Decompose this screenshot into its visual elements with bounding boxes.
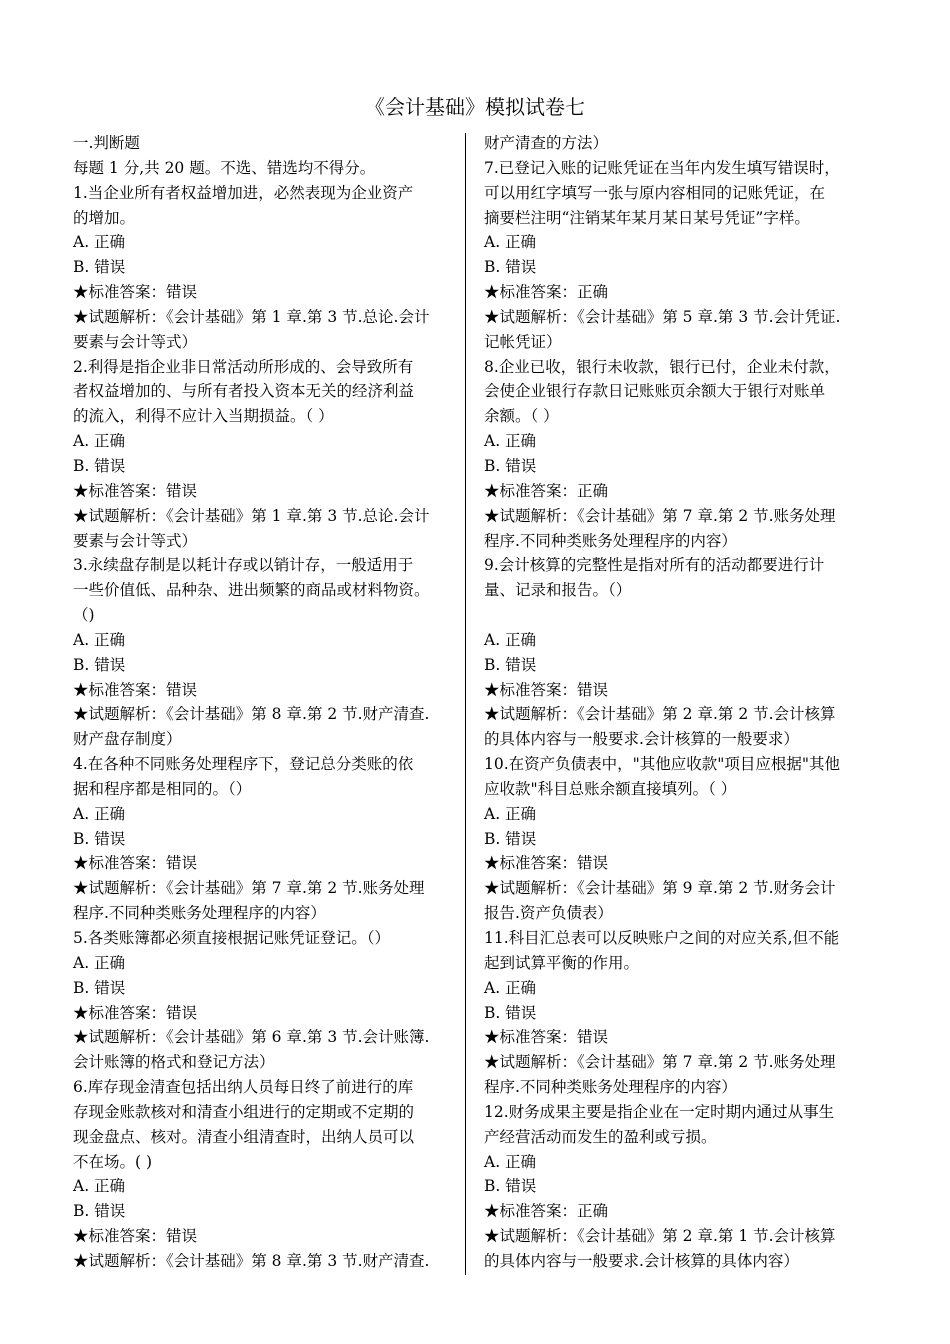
text-line: 的具体内容与一般要求.会计核算的一般要求） xyxy=(484,730,799,749)
text-line: 1.当企业所有者权益增加进，必然表现为企业资产 xyxy=(73,183,414,202)
text-line: ★试题解析：《会计基础》第 1 章.第 3 节.总论.会计 xyxy=(73,506,430,525)
text-line: ★试题解析：《会计基础》第 1 章.第 3 节.总论.会计 xyxy=(73,307,430,326)
text-line: B. 错误 xyxy=(73,1202,126,1221)
text-line: 程序.不同种类账务处理程序的内容） xyxy=(484,1078,737,1097)
text-line: A. 正确 xyxy=(73,233,126,252)
text-line: B. 错误 xyxy=(73,258,126,277)
text-line: 财产盘存制度） xyxy=(73,730,182,749)
text-line: 摘要栏注明“注销某年某月某日某号凭证”字样。 xyxy=(484,208,810,227)
text-line: ★试题解析：《会计基础》第 7 章.第 2 节.账务处理 xyxy=(484,506,836,525)
text-line: A. 正确 xyxy=(484,233,537,252)
text-line: ★标准答案：正确 xyxy=(484,283,609,302)
text-line: ★标准答案：错误 xyxy=(73,1003,198,1022)
text-line: 的流入，利得不应计入当期损益。（ ） xyxy=(73,407,334,426)
column-divider xyxy=(465,133,466,1275)
text-line: 报告.资产负债表） xyxy=(484,904,613,923)
text-line: 4.在各种不同账务处理程序下，登记总分类账的依 xyxy=(73,755,414,774)
text-line: B. 错误 xyxy=(73,829,126,848)
text-line: B. 错误 xyxy=(484,258,537,277)
text-line: ★试题解析：《会计基础》第 8 章.第 3 节.财产清查. xyxy=(73,1251,430,1270)
text-line: B. 错误 xyxy=(73,655,126,674)
text-line: 9.会计核算的完整性是指对所有的活动都要进行计 xyxy=(484,556,825,575)
text-line: 会计账簿的格式和登记方法） xyxy=(73,1053,275,1072)
text-line: A. 正确 xyxy=(484,978,537,997)
text-line: ★标准答案：错误 xyxy=(73,680,198,699)
text-line: B. 错误 xyxy=(484,1003,537,1022)
text-line: ★试题解析：《会计基础》第 8 章.第 2 节.财产清查. xyxy=(73,705,430,724)
text-line: ★试题解析：《会计基础》第 9 章.第 2 节.财务会计 xyxy=(484,879,836,898)
text-line: 5.各类账簿都必须直接根据记账凭证登记。（） xyxy=(73,929,391,947)
text-line: A. 正确 xyxy=(484,1152,537,1171)
text-line: 6.库存现金清查包括出纳人员每日终了前进行的库 xyxy=(73,1078,414,1097)
text-line: ★标准答案：错误 xyxy=(73,283,198,302)
text-line: B. 错误 xyxy=(484,456,537,475)
text-line: 8.企业已收，银行未收款，银行已付，企业未付款， xyxy=(484,357,840,376)
text-line: 起到试算平衡的作用。 xyxy=(484,953,640,972)
text-line: ★标准答案：错误 xyxy=(484,854,609,873)
text-line: ★标准答案：正确 xyxy=(484,481,609,500)
text-line: 12.财务成果主要是指企业在一定时期内通过从事生 xyxy=(484,1102,835,1121)
text-line: A. 正确 xyxy=(73,804,126,823)
text-line: 程序.不同种类账务处理程序的内容） xyxy=(484,531,737,550)
text-line: 不在场。( ) xyxy=(73,1152,153,1171)
text-line: 记帐凭证） xyxy=(484,332,562,351)
text-line: 11.科目汇总表可以反映账户之间的对应关系,但不能 xyxy=(484,929,840,947)
text-line: B. 错误 xyxy=(484,829,537,848)
text-line: 程序.不同种类账务处理程序的内容） xyxy=(73,904,326,923)
text-line: 存现金账款核对和清查小组进行的定期或不定期的 xyxy=(73,1102,415,1121)
text-line: ★标准答案：正确 xyxy=(484,1202,609,1221)
text-line: 产经营活动而发生的盈利或亏损。 xyxy=(484,1127,717,1146)
text-line: A. 正确 xyxy=(73,953,126,972)
text-line: ★标准答案：错误 xyxy=(73,481,198,500)
text-line: 会使企业银行存款日记账账页余额大于银行对账单 xyxy=(484,382,826,401)
text-line: 者权益增加的、与所有者投入资本无关的经济利益 xyxy=(73,382,415,401)
text-line: 7.已登记入账的记账凭证在当年内发生填写错误时， xyxy=(484,158,840,177)
text-line: A. 正确 xyxy=(484,630,537,649)
text-line: ★标准答案：错误 xyxy=(484,1028,609,1047)
text-line: ★试题解析：《会计基础》第 7 章.第 2 节.账务处理 xyxy=(73,879,425,898)
text-line: ★标准答案：错误 xyxy=(484,680,609,699)
text-line: B. 错误 xyxy=(73,978,126,997)
text-line: ★标准答案：错误 xyxy=(73,854,198,873)
text-line: B. 错误 xyxy=(484,655,537,674)
text-line: 2.利得是指企业非日常活动所形成的、会导致所有 xyxy=(73,357,414,376)
text-line: 据和程序都是相同的。（） xyxy=(73,779,252,798)
text-line: A. 正确 xyxy=(73,432,126,451)
text-line: 财产清查的方法） xyxy=(484,134,609,152)
page-title: 《会计基础》模拟试卷七 xyxy=(365,95,585,119)
text-line: 一些价值低、品种杂、进出频繁的商品或材料物资。 xyxy=(73,581,430,600)
text-line: 余额。（ ） xyxy=(484,407,559,426)
text-line: ★试题解析：《会计基础》第 2 章.第 1 节.会计核算 xyxy=(484,1227,836,1246)
text-line: 要素与会计等式） xyxy=(73,332,198,351)
text-line: 应收款"科目总账余额直接填列。（ ） xyxy=(484,779,737,798)
left-column xyxy=(73,131,451,1274)
text-line: B. 错误 xyxy=(484,1177,537,1196)
text-line: 3.永续盘存制是以耗计存或以销计存，一般适用于 xyxy=(73,556,414,575)
text-line: （) xyxy=(73,606,95,625)
text-line: ★标准答案：错误 xyxy=(73,1227,198,1246)
text-line: A. 正确 xyxy=(484,804,537,823)
text-line: 一.判断题 xyxy=(73,134,140,152)
text-line: B. 错误 xyxy=(73,456,126,475)
text-line: 每题 1 分,共 20 题。不选、错选均不得分。 xyxy=(73,158,376,177)
text-line: 的具体内容与一般要求.会计核算的具体内容） xyxy=(484,1251,799,1270)
text-line: A. 正确 xyxy=(484,432,537,451)
right-column xyxy=(484,131,862,1274)
text-line: 现金盘点、核对。清查小组清查时，出纳人员可以 xyxy=(73,1127,415,1146)
text-line: 可以用红字填写一张与原内容相同的记账凭证，在 xyxy=(484,183,826,202)
text-line: 的增加。 xyxy=(73,208,136,227)
text-line: A. 正确 xyxy=(73,630,126,649)
text-line: ★试题解析：《会计基础》第 5 章.第 3 节.会计凭证. xyxy=(484,307,841,326)
text-line: ★试题解析：《会计基础》第 2 章.第 2 节.会计核算 xyxy=(484,705,836,724)
text-line xyxy=(484,603,862,628)
text-line: 量、记录和报告。（） xyxy=(484,581,632,600)
text-line: 10.在资产负债表中，"其他应收款"项目应根据"其他 xyxy=(484,755,841,774)
text-line: ★试题解析：《会计基础》第 7 章.第 2 节.账务处理 xyxy=(484,1053,836,1072)
text-line: ★试题解析：《会计基础》第 6 章.第 3 节.会计账簿. xyxy=(73,1028,430,1047)
text-line: A. 正确 xyxy=(73,1177,126,1196)
text-line: 要素与会计等式） xyxy=(73,531,198,550)
